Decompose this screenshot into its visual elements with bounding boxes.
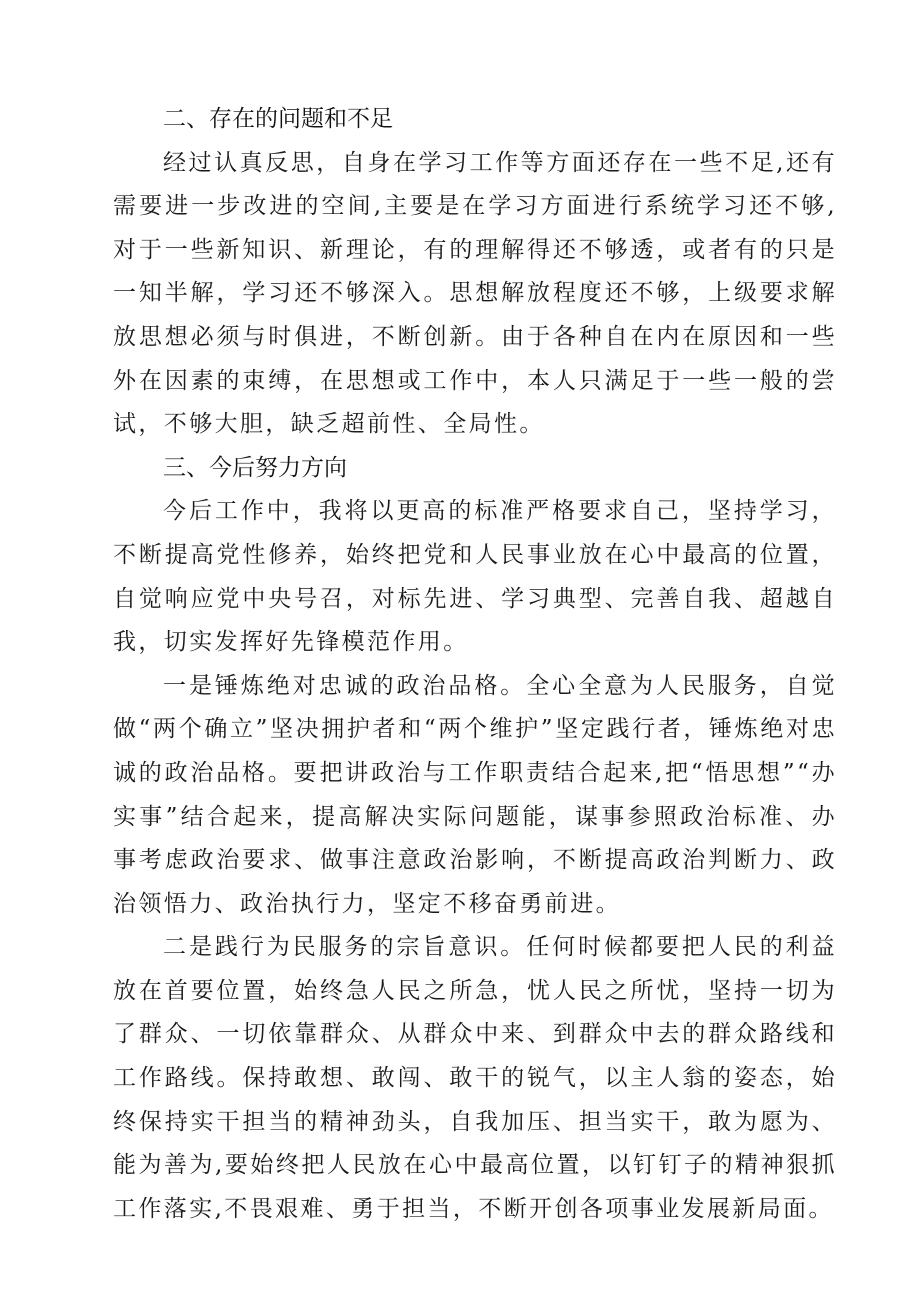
section-3-heading: 三、今后努力方向 bbox=[163, 454, 347, 481]
document-body bbox=[113, 98, 837, 1231]
section-3-paragraph-service: 二是践行为民服务的宗旨意识。任何时候都要把人民的利益放在首要位置，始终急人民之所急，忧人民之所忧，坚持一切为了群众、一切依靠群众、从群众中来、到群众中去的群众路线和工作路线。保持敢想、敢闯、敢干的锐气，以主人翁的姿态，始终保持实干担当的精神劲头，自我加压、担当实干，敢为愿为、能为善为,要始终把人民放在心中最高位置，以钉钉子的精神狠抓工作落实,不畏艰难、勇于担当，不断开创各项事业发展新局面。 bbox=[113, 934, 837, 1222]
section-2-heading: 二、存在的问题和不足 bbox=[163, 106, 393, 132]
section-3-paragraph-loyalty: 一是锤炼绝对忠诚的政治品格。全心全意为人民服务，自觉做“两个确立”坚决拥护者和“两个维护”坚定践行者，锤炼绝对忠诚的政治品格。要把讲政治与工作职责结合起来,把“悟思想”“办实事”结合起来，提高解决实际问题能，谋事参照政治标准、办事考虑政治要求、做事注意政治影响，不断提高政治判断力、政治领悟力、政治执行力，坚定不移奋勇前进。 bbox=[113, 672, 837, 917]
section-2-paragraph: 经过认真反思，自身在学习工作等方面还存在一些不足,还有需要进一步改进的空间,主要是在学习方面进行系统学习还不够,对于一些新知识、新理论，有的理解得还不够透，或者有的只是一知半解，学习还不够深入。思想解放程度还不够，上级要求解放思想必须与时俱进，不断创新。由于各种自在内在原因和一些外在因素的束缚，在思想或工作中，本人只满足于一些一般的尝试，不够大胆，缺乏超前性、全局性。 bbox=[113, 149, 837, 438]
section-3-paragraph-intro: 今后工作中，我将以更高的标准严格要求自己，坚持学习，不断提高党性修养，始终把党和人民事业放在心中最高的位置，自觉响应党中央号召，对标先进、学习典型、完善自我、超越自我，切实发挥好先锋模范作用。 bbox=[113, 498, 837, 656]
